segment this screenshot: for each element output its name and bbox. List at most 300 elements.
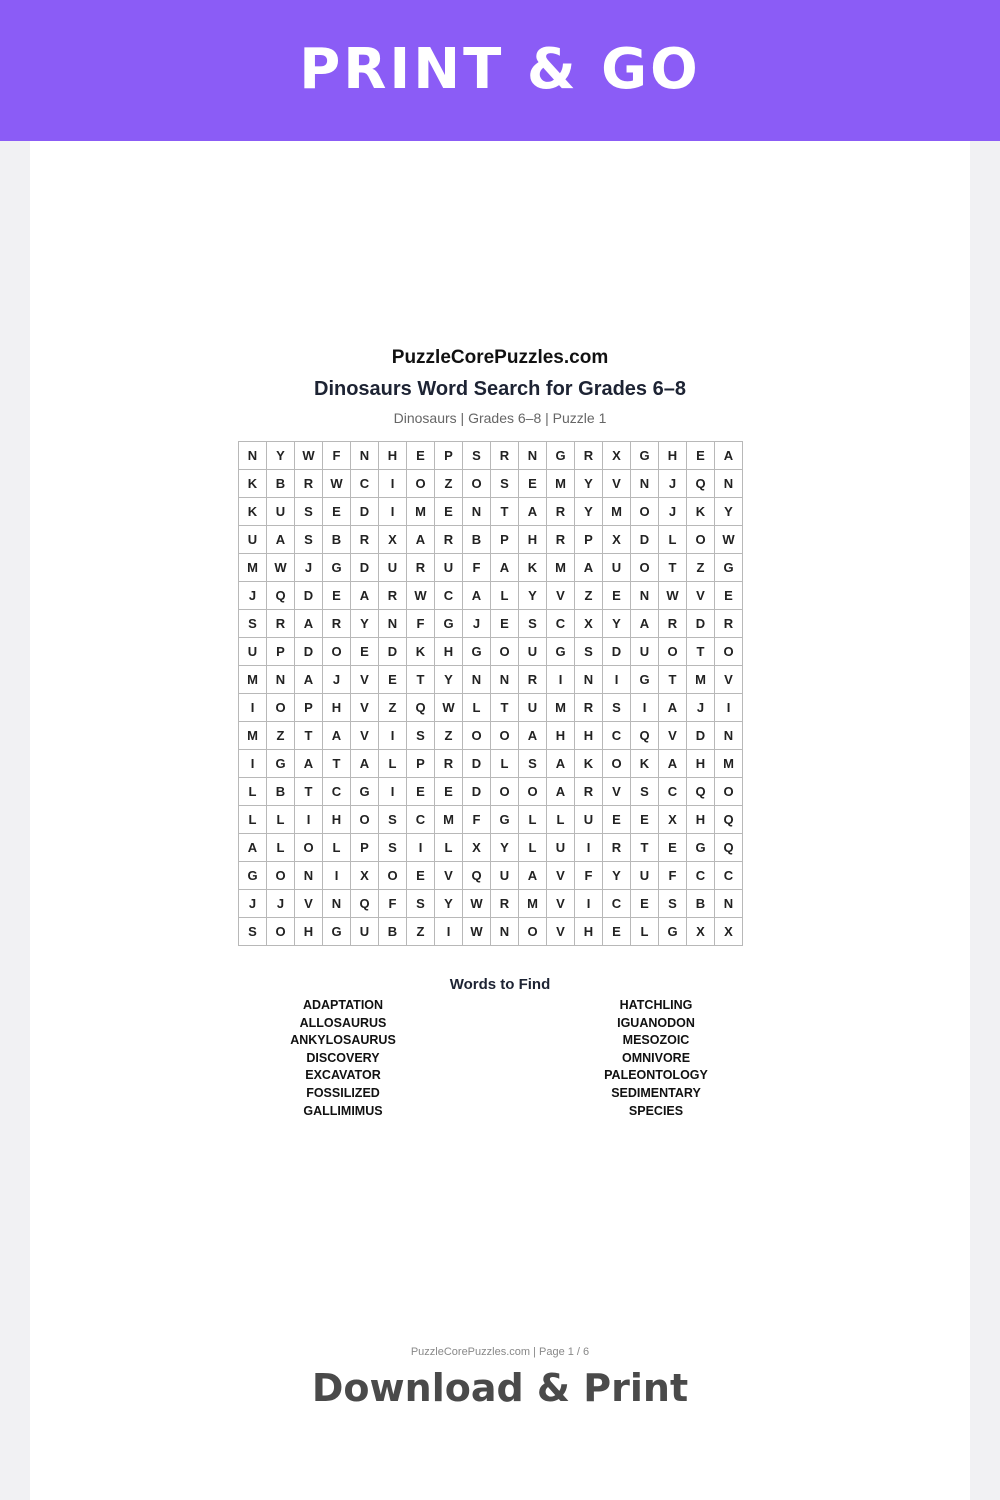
grid-cell: R (575, 778, 603, 806)
grid-cell: H (687, 750, 715, 778)
grid-cell: R (435, 526, 463, 554)
grid-cell: O (351, 806, 379, 834)
grid-cell: A (351, 582, 379, 610)
grid-cell: A (295, 750, 323, 778)
page-footer: PuzzleCorePuzzles.com | Page 1 / 6 (410, 1346, 590, 1358)
grid-cell: G (267, 750, 295, 778)
grid-cell: X (687, 918, 715, 946)
grid-cell: A (547, 778, 575, 806)
grid-cell: O (631, 498, 659, 526)
grid-cell: R (715, 610, 743, 638)
grid-cell: S (407, 722, 435, 750)
grid-cell: J (239, 890, 267, 918)
grid-cell: L (659, 526, 687, 554)
grid-cell: U (351, 918, 379, 946)
grid-cell: N (267, 666, 295, 694)
word-item: ADAPTATION (302, 998, 384, 1012)
grid-cell: J (463, 610, 491, 638)
grid-cell: K (519, 554, 547, 582)
grid-cell: N (295, 862, 323, 890)
grid-cell: O (631, 554, 659, 582)
grid-cell: G (547, 442, 575, 470)
grid-cell: V (603, 778, 631, 806)
grid-cell: R (407, 554, 435, 582)
grid-cell: R (519, 666, 547, 694)
grid-cell: A (631, 610, 659, 638)
grid-row (239, 498, 743, 526)
grid-cell: S (575, 638, 603, 666)
grid-cell: A (519, 498, 547, 526)
grid-cell: E (407, 862, 435, 890)
grid-cell: C (407, 806, 435, 834)
banner-title: PRINT & GO (299, 37, 701, 102)
grid-cell: R (379, 582, 407, 610)
grid-cell: J (659, 470, 687, 498)
grid-cell: E (323, 582, 351, 610)
grid-cell: X (603, 442, 631, 470)
grid-cell: C (351, 470, 379, 498)
grid-cell: I (379, 778, 407, 806)
grid-cell: P (295, 694, 323, 722)
grid-cell: F (379, 890, 407, 918)
grid-cell: J (659, 498, 687, 526)
grid-cell: C (687, 862, 715, 890)
puzzle-subtitle: Dinosaurs | Grades 6–8 | Puzzle 1 (393, 410, 607, 426)
grid-cell: F (407, 610, 435, 638)
grid-cell: I (323, 862, 351, 890)
grid-cell: M (239, 722, 267, 750)
grid-cell: K (239, 498, 267, 526)
grid-cell: Y (603, 862, 631, 890)
grid-cell: O (407, 470, 435, 498)
grid-cell: G (323, 918, 351, 946)
grid-cell: N (351, 442, 379, 470)
grid-row (239, 638, 743, 666)
grid-cell: E (407, 442, 435, 470)
grid-cell: G (631, 666, 659, 694)
grid-cell: E (603, 806, 631, 834)
puzzle-title: Dinosaurs Word Search for Grades 6–8 (314, 378, 686, 400)
grid-cell: O (463, 722, 491, 750)
grid-cell: L (239, 806, 267, 834)
header-banner (0, 0, 1000, 141)
grid-cell: S (407, 890, 435, 918)
grid-cell: U (267, 498, 295, 526)
grid-cell: C (435, 582, 463, 610)
grid-cell: D (295, 582, 323, 610)
grid-cell: V (351, 666, 379, 694)
grid-cell: N (631, 582, 659, 610)
grid-cell: E (435, 778, 463, 806)
grid-cell: V (351, 722, 379, 750)
grid-cell: H (575, 722, 603, 750)
grid-cell: O (659, 638, 687, 666)
grid-cell: E (715, 582, 743, 610)
grid-cell: L (491, 750, 519, 778)
grid-cell: A (463, 582, 491, 610)
grid-cell: M (687, 666, 715, 694)
grid-cell: U (519, 638, 547, 666)
grid-cell: Y (435, 666, 463, 694)
grid-cell: R (603, 834, 631, 862)
grid-cell: G (491, 806, 519, 834)
grid-cell: R (547, 498, 575, 526)
word-item: GALLIMIMUS (303, 1103, 383, 1118)
grid-cell: M (547, 694, 575, 722)
grid-cell: E (687, 442, 715, 470)
grid-cell: L (519, 806, 547, 834)
grid-cell: O (715, 778, 743, 806)
grid-cell: T (659, 666, 687, 694)
grid-cell: S (491, 470, 519, 498)
word-item: MESOZOIC (622, 1033, 690, 1048)
grid-cell: M (603, 498, 631, 526)
grid-cell: P (267, 638, 295, 666)
grid-cell: Y (351, 610, 379, 638)
grid-cell: E (407, 778, 435, 806)
grid-cell: K (575, 750, 603, 778)
grid-cell: Z (435, 722, 463, 750)
grid-cell: E (519, 470, 547, 498)
grid-cell: G (659, 918, 687, 946)
grid-cell: E (491, 610, 519, 638)
grid-cell: I (547, 666, 575, 694)
grid-cell: W (267, 554, 295, 582)
grid-cell: R (547, 526, 575, 554)
grid-cell: W (295, 442, 323, 470)
grid-cell: G (435, 610, 463, 638)
grid-cell: H (575, 918, 603, 946)
grid-cell: F (575, 862, 603, 890)
grid-cell: A (407, 526, 435, 554)
grid-cell: N (575, 666, 603, 694)
grid-cell: G (351, 778, 379, 806)
grid-cell: Q (631, 722, 659, 750)
grid-cell: O (267, 918, 295, 946)
grid-cell: L (239, 778, 267, 806)
grid-cell: N (715, 470, 743, 498)
grid-cell: A (659, 750, 687, 778)
grid-cell: D (351, 554, 379, 582)
grid-cell: N (519, 442, 547, 470)
grid-cell: V (687, 582, 715, 610)
grid-cell: K (407, 638, 435, 666)
grid-cell: S (239, 918, 267, 946)
grid-cell: K (631, 750, 659, 778)
grid-row (239, 526, 743, 554)
grid-cell: S (603, 694, 631, 722)
grid-cell: A (547, 750, 575, 778)
words-heading: Words to Find (449, 976, 551, 993)
grid-cell: R (435, 750, 463, 778)
grid-cell: Q (715, 834, 743, 862)
grid-cell: M (407, 498, 435, 526)
grid-cell: O (715, 638, 743, 666)
grid-cell: E (603, 582, 631, 610)
grid-cell: R (575, 442, 603, 470)
grid-cell: U (379, 554, 407, 582)
grid-cell: S (295, 526, 323, 554)
grid-cell: N (715, 890, 743, 918)
grid-cell: X (463, 834, 491, 862)
grid-cell: B (267, 778, 295, 806)
grid-cell: D (603, 638, 631, 666)
grid-cell: S (379, 834, 407, 862)
grid-cell: S (239, 610, 267, 638)
grid-cell: A (323, 722, 351, 750)
grid-cell: Y (575, 498, 603, 526)
grid-cell: Y (715, 498, 743, 526)
grid-cell: B (463, 526, 491, 554)
grid-cell: C (603, 890, 631, 918)
grid-cell: U (519, 694, 547, 722)
grid-cell: S (379, 806, 407, 834)
grid-cell: D (687, 610, 715, 638)
site-name: PuzzleCorePuzzles.com (391, 347, 609, 368)
grid-row (239, 582, 743, 610)
grid-cell: Z (575, 582, 603, 610)
grid-cell: N (463, 498, 491, 526)
grid-cell: L (631, 918, 659, 946)
grid-cell: I (575, 834, 603, 862)
grid-cell: W (407, 582, 435, 610)
grid-cell: J (267, 890, 295, 918)
grid-cell: D (295, 638, 323, 666)
grid-cell: I (715, 694, 743, 722)
grid-cell: W (463, 890, 491, 918)
word-item: PALEONTOLOGY (604, 1068, 708, 1083)
grid-cell: Z (407, 918, 435, 946)
word-item: IGUANODON (617, 1015, 695, 1030)
grid-cell: X (575, 610, 603, 638)
word-item: EXCAVATOR (305, 1068, 381, 1083)
grid-row (239, 834, 743, 862)
grid-cell: Z (267, 722, 295, 750)
grid-cell: L (519, 834, 547, 862)
grid-row (239, 862, 743, 890)
grid-cell: M (715, 750, 743, 778)
grid-cell: R (491, 442, 519, 470)
grid-row (239, 694, 743, 722)
word-item: FOSSILIZED (306, 1085, 380, 1100)
grid-cell: G (323, 554, 351, 582)
grid-cell: O (295, 834, 323, 862)
grid-cell: D (463, 750, 491, 778)
grid-cell: L (267, 834, 295, 862)
grid-cell: Q (463, 862, 491, 890)
grid-row (239, 610, 743, 638)
grid-cell: H (519, 526, 547, 554)
grid-cell: B (687, 890, 715, 918)
grid-cell: I (295, 806, 323, 834)
grid-row (239, 890, 743, 918)
grid-cell: T (407, 666, 435, 694)
grid-cell: N (631, 470, 659, 498)
word-search-grid (238, 441, 743, 946)
grid-cell: B (379, 918, 407, 946)
grid-cell: A (351, 750, 379, 778)
grid-cell: A (575, 554, 603, 582)
grid-cell: L (379, 750, 407, 778)
grid-row (239, 722, 743, 750)
grid-cell: V (547, 918, 575, 946)
grid-cell: G (715, 554, 743, 582)
grid-cell: O (323, 638, 351, 666)
grid-cell: J (323, 666, 351, 694)
grid-cell: S (519, 750, 547, 778)
grid-cell: D (379, 638, 407, 666)
grid-row (239, 442, 743, 470)
grid-cell: T (631, 834, 659, 862)
grid-cell: U (631, 638, 659, 666)
grid-cell: A (519, 862, 547, 890)
grid-cell: R (351, 526, 379, 554)
grid-cell: V (547, 890, 575, 918)
grid-cell: V (659, 722, 687, 750)
grid-cell: U (491, 862, 519, 890)
grid-cell: C (603, 722, 631, 750)
grid-cell: D (463, 778, 491, 806)
word-list-right (526, 997, 786, 1120)
grid-cell: V (715, 666, 743, 694)
grid-cell: F (463, 554, 491, 582)
grid-cell: E (631, 890, 659, 918)
grid-cell: I (379, 498, 407, 526)
grid-cell: X (351, 862, 379, 890)
grid-cell: R (575, 694, 603, 722)
grid-cell: H (687, 806, 715, 834)
grid-cell: V (295, 890, 323, 918)
grid-cell: H (323, 694, 351, 722)
grid-cell: W (659, 582, 687, 610)
grid-cell: Y (267, 442, 295, 470)
grid-cell: B (323, 526, 351, 554)
grid-cell: N (491, 666, 519, 694)
grid-cell: E (351, 638, 379, 666)
grid-cell: V (351, 694, 379, 722)
grid-cell: B (267, 470, 295, 498)
grid-cell: M (547, 554, 575, 582)
grid-row (239, 666, 743, 694)
grid-cell: W (715, 526, 743, 554)
grid-cell: I (407, 834, 435, 862)
grid-cell: W (323, 470, 351, 498)
grid-cell: R (323, 610, 351, 638)
grid-cell: A (491, 554, 519, 582)
grid-cell: A (295, 666, 323, 694)
grid-cell: G (687, 834, 715, 862)
grid-cell: U (575, 806, 603, 834)
grid-cell: J (295, 554, 323, 582)
grid-cell: U (631, 862, 659, 890)
grid-cell: O (379, 862, 407, 890)
grid-cell: Y (519, 582, 547, 610)
grid-cell: O (519, 778, 547, 806)
grid-cell: A (659, 694, 687, 722)
grid-cell: T (491, 694, 519, 722)
grid-cell: W (435, 694, 463, 722)
grid-cell: T (491, 498, 519, 526)
grid-row (239, 470, 743, 498)
grid-cell: T (323, 750, 351, 778)
grid-cell: R (659, 610, 687, 638)
grid-cell: A (519, 722, 547, 750)
grid-cell: V (435, 862, 463, 890)
grid-cell: Q (715, 806, 743, 834)
grid-cell: L (435, 834, 463, 862)
grid-cell: I (435, 918, 463, 946)
grid-cell: H (323, 806, 351, 834)
grid-cell: G (463, 638, 491, 666)
grid-cell: I (379, 722, 407, 750)
grid-cell: E (603, 918, 631, 946)
grid-cell: R (491, 890, 519, 918)
grid-cell: P (491, 526, 519, 554)
grid-row (239, 806, 743, 834)
grid-cell: H (659, 442, 687, 470)
grid-cell: I (239, 750, 267, 778)
grid-cell: G (239, 862, 267, 890)
grid-cell: O (463, 470, 491, 498)
grid-cell: P (575, 526, 603, 554)
grid-cell: C (323, 778, 351, 806)
word-item: SEDIMENTARY (611, 1085, 701, 1100)
grid-cell: V (603, 470, 631, 498)
word-list-left (213, 997, 473, 1120)
grid-cell: O (267, 694, 295, 722)
grid-cell: F (323, 442, 351, 470)
grid-row (239, 778, 743, 806)
word-item: OMNIVORE (621, 1050, 691, 1065)
grid-cell: S (659, 890, 687, 918)
grid-cell: N (239, 442, 267, 470)
grid-cell: V (547, 862, 575, 890)
grid-cell: I (575, 890, 603, 918)
grid-cell: U (603, 554, 631, 582)
grid-cell: S (631, 778, 659, 806)
grid-cell: X (379, 526, 407, 554)
word-item: HATCHLING (619, 998, 693, 1012)
grid-cell: N (379, 610, 407, 638)
grid-cell: Y (491, 834, 519, 862)
grid-cell: M (547, 470, 575, 498)
grid-cell: U (547, 834, 575, 862)
grid-cell: U (239, 526, 267, 554)
grid-cell: L (491, 582, 519, 610)
grid-cell: O (491, 722, 519, 750)
grid-cell: E (631, 806, 659, 834)
grid-cell: Y (435, 890, 463, 918)
grid-cell: A (267, 526, 295, 554)
grid-cell: C (715, 862, 743, 890)
grid-cell: N (715, 722, 743, 750)
grid-cell: T (295, 722, 323, 750)
word-item: SPECIES (628, 1103, 684, 1118)
grid-cell: R (267, 610, 295, 638)
grid-cell: T (295, 778, 323, 806)
grid-row (239, 554, 743, 582)
grid-cell: T (687, 638, 715, 666)
grid-cell: O (491, 638, 519, 666)
grid-cell: S (463, 442, 491, 470)
grid-cell: N (323, 890, 351, 918)
grid-cell: I (239, 694, 267, 722)
grid-cell: N (463, 666, 491, 694)
grid-cell: C (547, 610, 575, 638)
grid-cell: E (379, 666, 407, 694)
word-item: DISCOVERY (306, 1050, 380, 1065)
grid-cell: M (239, 666, 267, 694)
